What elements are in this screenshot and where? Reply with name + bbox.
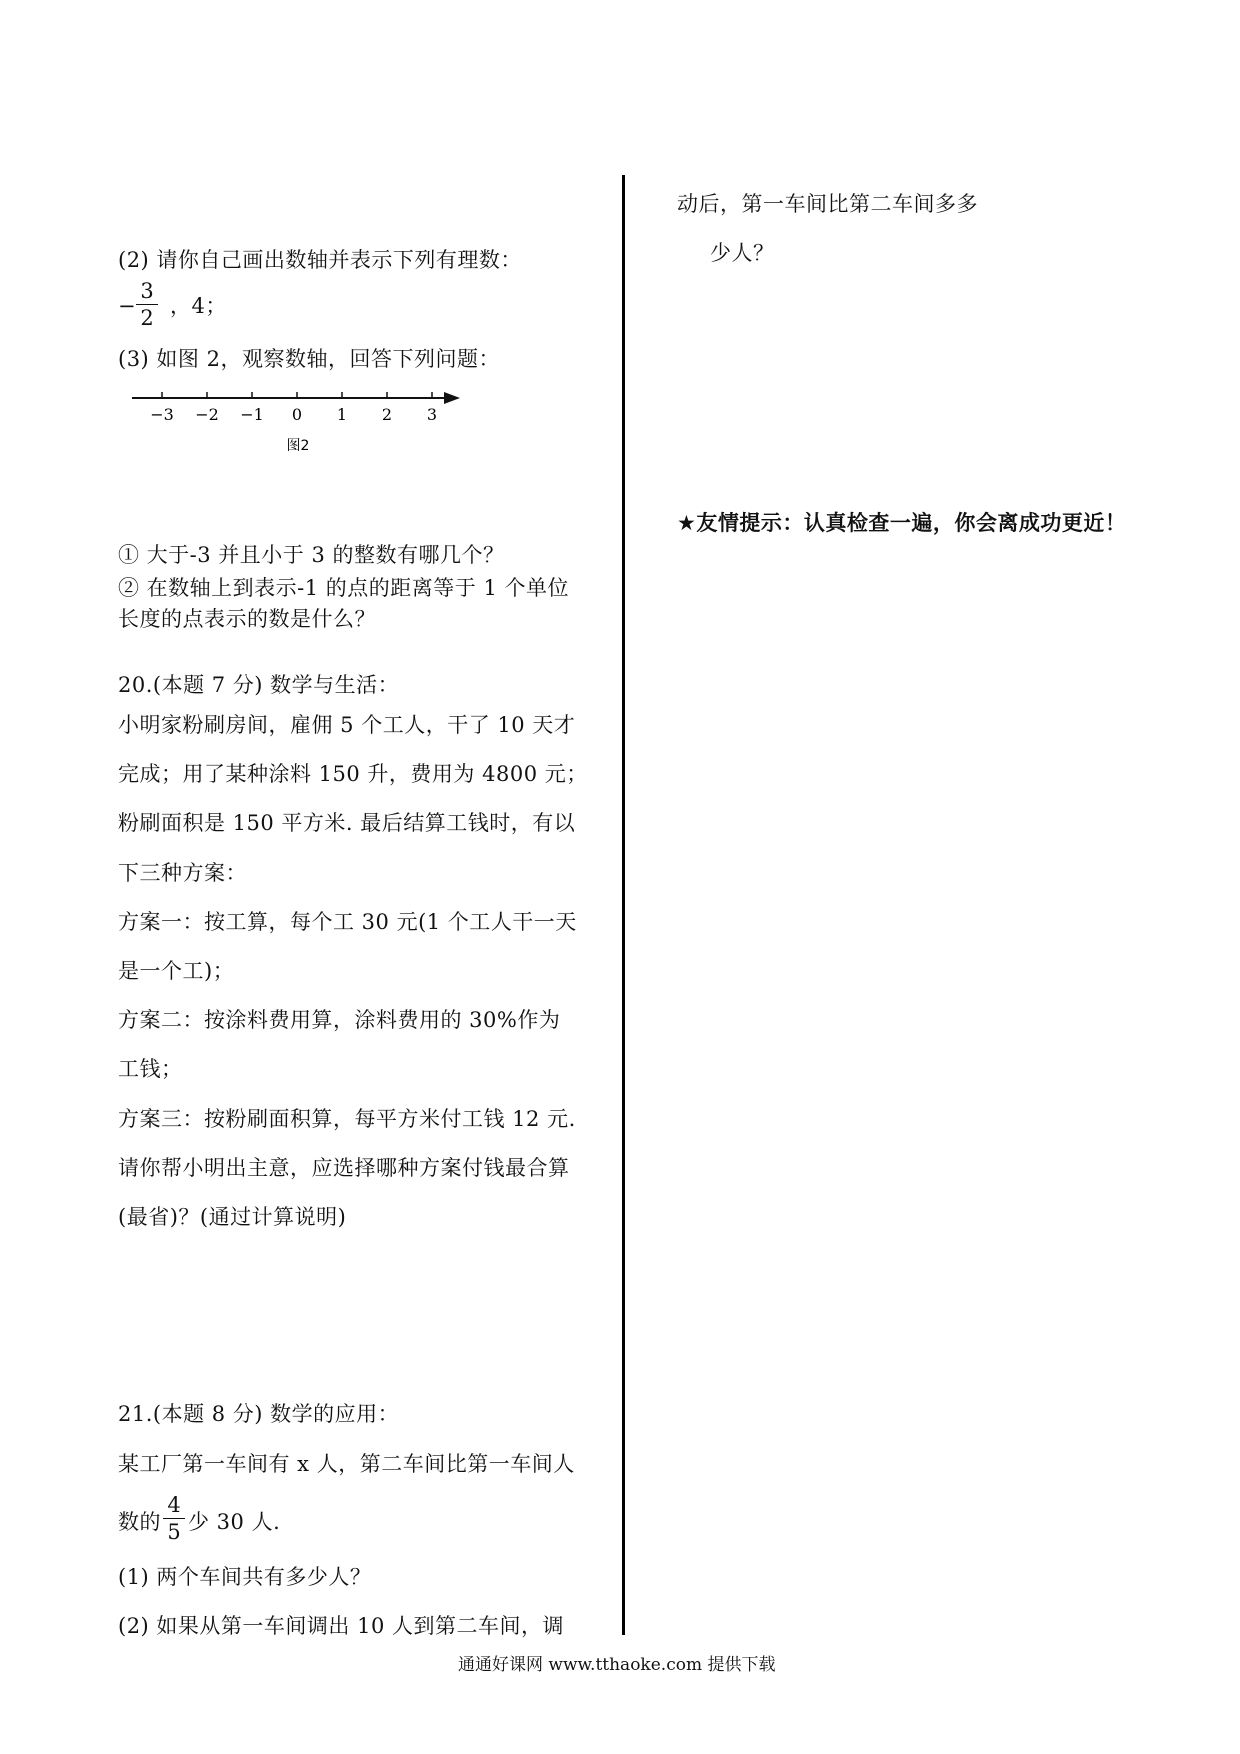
q20-line: 方案一：按工算，每个工 30 元(1 个工人干一天 xyxy=(118,910,577,934)
q20-line: 方案二：按涂料费用算，涂料费用的 30%作为 xyxy=(118,1008,561,1032)
q19-part3-text: (3) 如图 2，观察数轴，回答下列问题： xyxy=(118,347,500,371)
q21-line2-pre: 数的 xyxy=(118,1510,161,1534)
q20-line: 下三种方案： xyxy=(118,861,247,885)
q20-line: 完成；用了某种涂料 150 升，费用为 4800 元； xyxy=(118,762,588,786)
q20-line: 请你帮小明出主意，应选择哪种方案付钱最合算 xyxy=(118,1156,570,1180)
q19-sub1: ① 大于-3 并且小于 3 的整数有哪几个？ xyxy=(118,543,505,567)
q21-line1: 某工厂第一车间有 x 人，第二车间比第一车间人 xyxy=(118,1452,575,1476)
q20-line: 小明家粉刷房间，雇佣 5 个工人，干了 10 天才 xyxy=(118,713,576,737)
q20-line: 方案三：按粉刷面积算，每平方米付工钱 12 元. xyxy=(118,1107,576,1131)
fraction-sign: − xyxy=(118,294,137,318)
tick-label: 0 xyxy=(291,405,303,424)
figure-caption: 图2 xyxy=(286,438,310,454)
tick-label: 2 xyxy=(381,405,393,424)
tick-label: −1 xyxy=(240,405,264,424)
fraction-neg-3-2 xyxy=(136,278,158,331)
fraction-4-5 xyxy=(163,1492,185,1545)
fraction-denominator: 5 xyxy=(167,1520,181,1544)
q20-line: 粉刷面积是 150 平方米. 最后结算工钱时，有以 xyxy=(118,811,576,835)
q21-sub1: (1) 两个车间共有多少人？ xyxy=(118,1565,372,1589)
q19-sub2-line1: ② 在数轴上到表示-1 的点的距离等于 1 个单位 xyxy=(118,576,570,600)
tick-label: −2 xyxy=(195,405,219,424)
q20-line: 工钱； xyxy=(118,1057,183,1081)
fraction-numerator: 3 xyxy=(140,279,154,303)
q21-line2-post: 少 30 人. xyxy=(188,1510,281,1534)
number-line-arrow-icon xyxy=(444,392,460,404)
q21-title: 21.(本题 8 分) 数学的应用： xyxy=(118,1402,400,1426)
q19-part2-text: (2) 请你自己画出数轴并表示下列有理数： xyxy=(118,248,522,272)
q21-continuation-line2: 少人？ xyxy=(710,241,775,265)
number-line-figure xyxy=(118,380,478,460)
q20-title: 20.(本题 7 分) 数学与生活： xyxy=(118,673,400,697)
q20-line: (最省)？(通过计算说明) xyxy=(118,1205,347,1229)
fraction-numerator: 4 xyxy=(167,1493,181,1517)
q21-sub2: (2) 如果从第一车间调出 10 人到第二车间，调 xyxy=(118,1614,564,1638)
fraction-denominator: 2 xyxy=(140,306,154,330)
q19-sub2-line2: 长度的点表示的数是什么？ xyxy=(118,607,376,631)
q21-continuation-line1: 动后，第一车间比第二车间多多 xyxy=(677,192,978,216)
tick-label: 3 xyxy=(426,405,438,424)
q19-part2-rest: ，4； xyxy=(170,294,227,318)
friendly-tip: ★友情提示：认真检查一遍，你会离成功更近！ xyxy=(677,511,1127,535)
column-divider xyxy=(622,175,625,1635)
q20-line: 是一个工)； xyxy=(118,959,235,983)
tick-label: −3 xyxy=(150,405,174,424)
footer-text: 通通好课网 www.tthaoke.com 提供下载 xyxy=(458,1655,776,1675)
tick-label: 1 xyxy=(336,405,348,424)
